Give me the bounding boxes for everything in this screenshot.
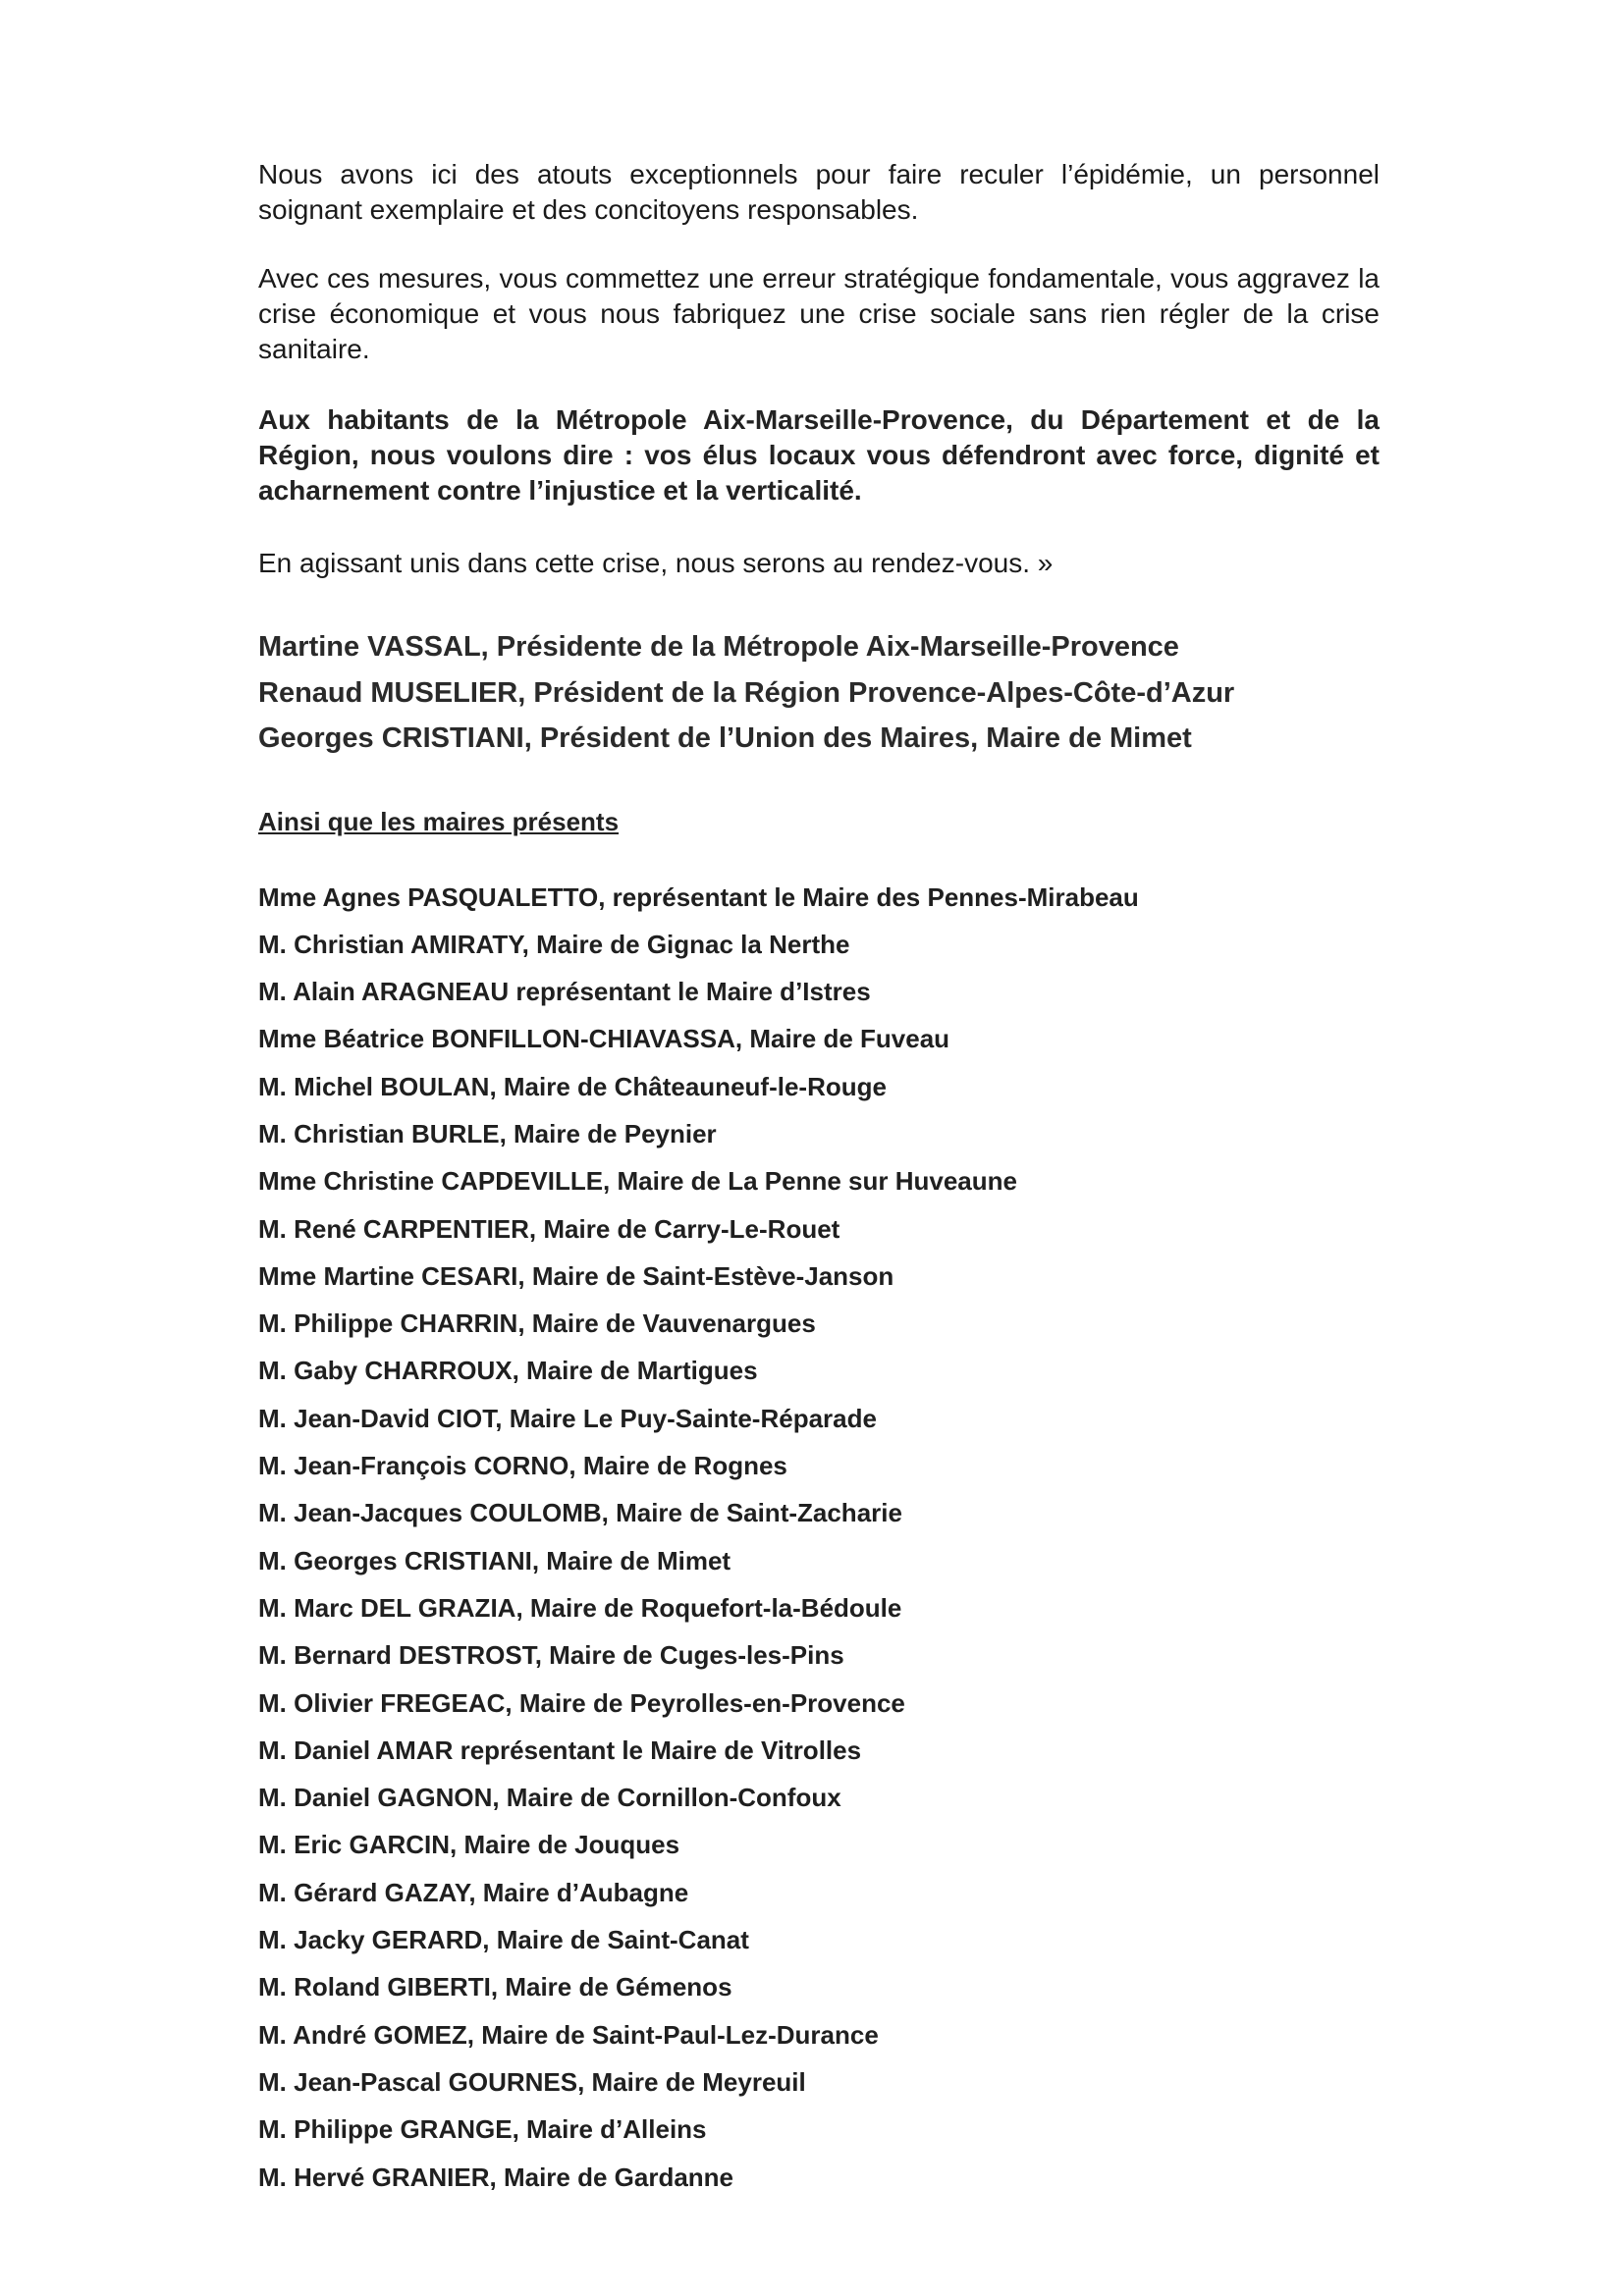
mayor-item: M. Georges CRISTIANI, Maire de Mimet <box>258 1545 731 1575</box>
mayor-item: M. Christian AMIRATY, Maire de Gignac la Nerthe <box>258 929 850 959</box>
mayor-item: M. Olivier FREGEAC, Maire de Peyrolles-en-Provence <box>258 1687 905 1718</box>
mayors-list <box>258 874 1380 2201</box>
mayor-item: M. Jean-Jacques COULOMB, Maire de Saint-Zacharie <box>258 1498 902 1528</box>
mayor-item: Mme Agnes PASQUALETTO, représentant le Maire des Pennes-Mirabeau <box>258 881 1139 912</box>
mayor-item: M. Roland GIBERTI, Maire de Gémenos <box>258 1972 732 2002</box>
paragraph-conclusion: En agissant unis dans cette crise, nous serons au rendez-vous. » <box>258 548 1054 578</box>
mayor-item: M. Jean-David CIOT, Maire Le Puy-Sainte-Réparade <box>258 1403 877 1433</box>
mayor-item: Mme Christine CAPDEVILLE, Maire de La Penne sur Huveaune <box>258 1166 1017 1197</box>
mayor-item: M. Michel BOULAN, Maire de Châteauneuf-le-Rouge <box>258 1071 887 1101</box>
signatory-line: Georges CRISTIANI, Président de l’Union des Maires, Maire de Mimet <box>258 722 1192 754</box>
mayors-heading: Ainsi que les maires présents <box>258 806 620 836</box>
mayor-item: M. Christian BURLE, Maire de Peynier <box>258 1118 717 1148</box>
mayor-item: M. Gaby CHARROUX, Maire de Martigues <box>258 1356 758 1386</box>
paragraph-habitants: Aux habitants de la Métropole Aix-Marseille-Provence, du Département et de la Région, nous voulons dire : vos élus locaux vous défendront avec force, dignité et acharnement contre l’injustice et la verticalité. <box>258 404 1380 506</box>
mayor-item: M. Alain ARAGNEAU représentant le Maire d’Istres <box>258 977 871 1007</box>
paragraph-atouts: Nous avons ici des atouts exceptionnels pour faire reculer l’épidémie, un personnel soignant exemplaire et des concitoyens responsables. <box>258 159 1380 225</box>
mayor-item: M. Hervé GRANIER, Maire de Gardanne <box>258 2162 734 2192</box>
mayor-item: M. René CARPENTIER, Maire de Carry-Le-Rouet <box>258 1213 840 1244</box>
mayor-item: M. Daniel GAGNON, Maire de Cornillon-Confoux <box>258 1783 841 1813</box>
document-page <box>258 157 1380 2201</box>
mayor-item: M. Jean-François CORNO, Maire de Rognes <box>258 1451 787 1481</box>
mayor-item: Mme Martine CESARI, Maire de Saint-Estève-Janson <box>258 1260 894 1291</box>
signatories-block <box>258 624 1380 762</box>
mayor-item: M. Philippe GRANGE, Maire d’Alleins <box>258 2114 707 2145</box>
mayor-item: M. Bernard DESTROST, Maire de Cuges-les-Pins <box>258 1640 844 1671</box>
mayor-item: M. André GOMEZ, Maire de Saint-Paul-Lez-Durance <box>258 2019 879 2050</box>
mayor-item: M. Gérard GAZAY, Maire d’Aubagne <box>258 1877 689 1907</box>
mayor-item: M. Daniel AMAR représentant le Maire de Vitrolles <box>258 1735 862 1765</box>
mayor-item: Mme Béatrice BONFILLON-CHIAVASSA, Maire de Fuveau <box>258 1024 950 1054</box>
mayor-item: M. Eric GARCIN, Maire de Jouques <box>258 1830 680 1860</box>
paragraph-mesures: Avec ces mesures, vous commettez une erreur stratégique fondamentale, vous aggravez la crise économique et vous nous fabriquez une crise sociale sans rien régler de la crise sanitaire. <box>258 263 1380 364</box>
signatory-line: Renaud MUSELIER, Président de la Région Provence-Alpes-Côte-d’Azur <box>258 676 1235 709</box>
mayor-item: M. Marc DEL GRAZIA, Maire de Roquefort-la-Bédoule <box>258 1592 902 1623</box>
mayor-item: M. Philippe CHARRIN, Maire de Vauvenargues <box>258 1308 816 1339</box>
mayor-item: M. Jean-Pascal GOURNES, Maire de Meyreuil <box>258 2066 806 2097</box>
mayor-item: M. Jacky GERARD, Maire de Saint-Canat <box>258 1925 749 1955</box>
signatory-line: Martine VASSAL, Présidente de la Métropole Aix-Marseille-Provence <box>258 631 1179 663</box>
